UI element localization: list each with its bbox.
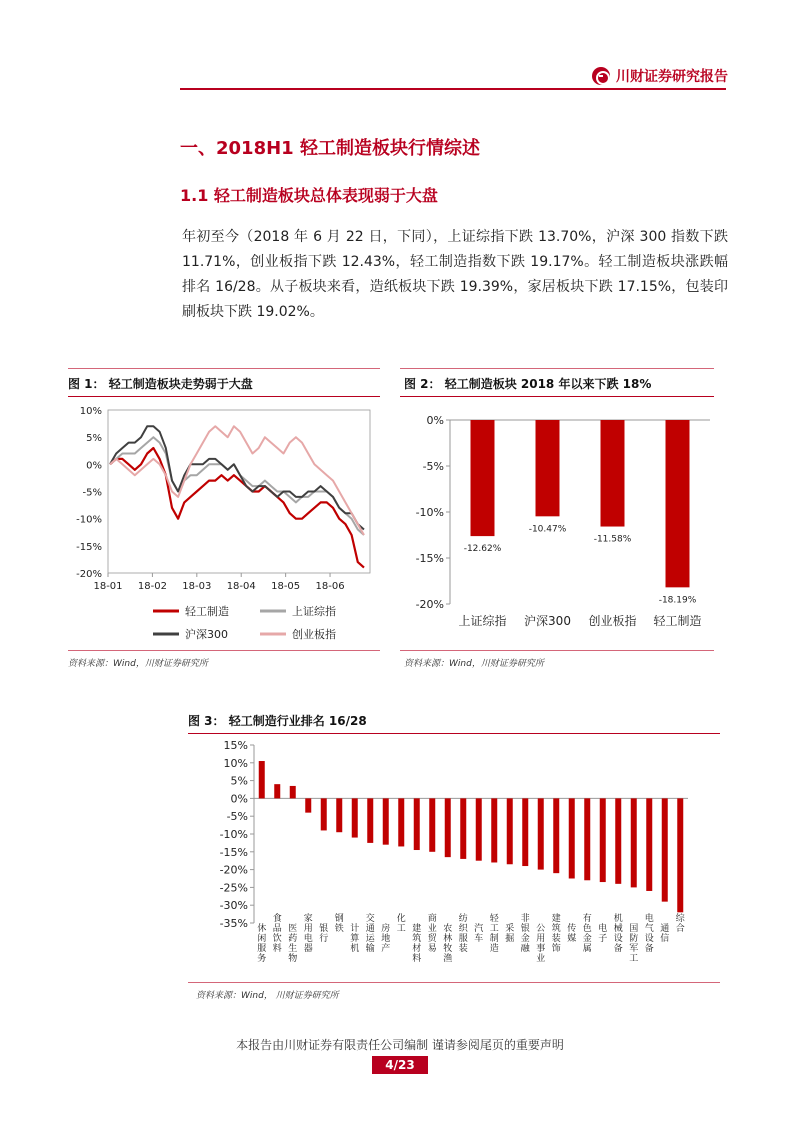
fig2-y-tick-label: -20%: [415, 598, 444, 611]
page-number: 4/23: [372, 1056, 428, 1074]
fig3-category-label: 建筑材料: [412, 924, 422, 964]
fig3-category-label: 汽车: [474, 924, 484, 944]
fig2-category-label: 创业板指: [588, 614, 637, 628]
fig1-x-tick-label: 18-04: [226, 581, 256, 592]
fig3-y-tick-label: -30%: [219, 899, 248, 913]
fig3-category-label: 综合: [675, 914, 685, 934]
fig3-bar: [460, 798, 466, 859]
fig3-bar: [476, 798, 482, 860]
fig2-title: 图 2： 轻工制造板块 2018 年以来下跌 18%: [404, 377, 652, 391]
fig3-bar: [305, 798, 311, 812]
fig3-category-label: 电子: [598, 924, 608, 944]
brand-logo-icon: [592, 67, 610, 85]
fig3-bar: [336, 798, 342, 832]
fig2-bar: [666, 420, 690, 587]
fig3-bar: [274, 784, 280, 798]
fig3-category-label: 化工: [396, 914, 406, 934]
fig1-x-tick-label: 18-01: [93, 581, 123, 592]
fig3-category-label: 房地产: [381, 924, 391, 954]
fig2-category-label: 上证综指: [458, 614, 507, 628]
fig2-category-label: 沪深300: [524, 614, 571, 628]
fig3-category-label: 纺织服装: [458, 914, 468, 954]
fig3-bar: [507, 798, 513, 864]
fig3-category-label: 采掘: [505, 924, 515, 944]
fig1-y-tick-label: -10%: [76, 514, 102, 526]
fig1-top-rule: [68, 368, 380, 369]
fig3-bar: [367, 798, 373, 843]
fig3-bar: [569, 798, 575, 878]
fig3-bar: [646, 798, 652, 891]
fig1-legend-label: 沪深300: [185, 628, 228, 641]
fig3-category-label: 商业贸易: [427, 914, 437, 954]
fig3-title: 图 3： 轻工制造行业排名 16/28: [188, 714, 367, 728]
fig3-bar: [491, 798, 497, 862]
fig1-source: 资料来源：Wind，川财证券研究所: [68, 659, 208, 669]
fig1-legend-label: 轻工制造: [185, 605, 229, 618]
fig2-data-label: -12.62%: [463, 544, 502, 555]
fig3-bar: [553, 798, 559, 873]
fig3-category-label: 公用事业: [536, 924, 546, 964]
fig1-y-tick-label: -5%: [82, 487, 102, 499]
fig3-bar-chart: [188, 735, 720, 981]
fig1-x-tick-label: 18-02: [137, 581, 167, 592]
fig3-y-tick-label: 10%: [223, 756, 248, 770]
fig1-y-tick-label: -15%: [76, 541, 102, 553]
section-title: 一、2018H1 轻工制造板块行情综述: [180, 138, 480, 159]
fig3-category-label: 休闲服务: [257, 924, 267, 964]
fig1-bottom-rule: [68, 650, 380, 651]
fig2-y-tick-label: -15%: [415, 552, 444, 565]
fig3-category-label: 传媒: [567, 924, 577, 944]
fig1-legend-label: 上证综指: [292, 605, 336, 618]
fig2-bar: [601, 420, 625, 527]
fig3-y-tick-label: -5%: [226, 810, 248, 824]
header-rule: [180, 88, 726, 90]
fig2-data-label: -11.58%: [593, 534, 632, 545]
fig3-category-label: 交通运输: [365, 914, 375, 954]
fig3-bar: [259, 761, 265, 798]
fig3-bar: [615, 798, 621, 883]
fig3-bar: [677, 798, 683, 912]
fig3-source: 资料来源：Wind， 川财证券研究所: [196, 991, 339, 1001]
fig2-y-tick-label: -5%: [422, 460, 444, 473]
fig3-y-tick-label: -35%: [219, 917, 248, 930]
fig2-data-label: -10.47%: [528, 524, 567, 535]
fig3-y-tick-label: 15%: [223, 739, 248, 752]
fig2-data-label: -18.19%: [658, 595, 697, 606]
fig3-category-label: 机械设备: [613, 914, 623, 954]
fig3-bar: [414, 798, 420, 850]
fig3-bar: [662, 798, 668, 901]
fig3-category-label: 电气设备: [644, 914, 654, 954]
fig3-category-label: 有色金属: [582, 914, 592, 954]
fig3-category-label: 食品饮料: [272, 914, 282, 954]
fig1-plot-frame: [108, 410, 370, 573]
fig3-y-tick-label: -25%: [219, 881, 248, 895]
fig2-category-label: 轻工制造: [653, 614, 702, 628]
fig3-y-tick-label: -20%: [219, 863, 248, 877]
footer-disclaimer: 本报告由川财证券有限责任公司编制 谨请参阅尾页的重要声明: [236, 1038, 564, 1052]
fig3-y-tick-label: 5%: [230, 774, 248, 788]
fig3-category-label: 银行: [319, 924, 329, 944]
fig1-x-tick-label: 18-03: [182, 581, 212, 592]
brand-name: 川财证券研究报告: [616, 69, 728, 85]
fig3-category-label: 医药生物: [288, 924, 298, 964]
fig2-title-rule: [400, 396, 714, 397]
fig2-bar: [536, 420, 560, 516]
fig1-y-tick-label: -20%: [76, 569, 102, 580]
fig1-series-line-0: [110, 448, 364, 568]
fig2-bottom-rule: [400, 650, 714, 651]
fig2-source: 资料来源：Wind，川财证券研究所: [404, 659, 544, 669]
fig1-title: 图 1： 轻工制造板块走势弱于大盘: [68, 377, 253, 391]
fig3-bar: [352, 798, 358, 837]
fig1-y-tick-label: 0%: [86, 460, 102, 472]
subsection-title: 1.1 轻工制造板块总体表现弱于大盘: [180, 186, 438, 205]
fig3-category-label: 轻工制造: [489, 914, 499, 954]
fig3-category-label: 通信: [660, 924, 670, 944]
fig3-bottom-rule: [188, 982, 720, 983]
fig2-y-tick-label: 0%: [426, 414, 444, 427]
fig3-bar: [398, 798, 404, 846]
fig3-bar: [631, 798, 637, 887]
fig3-bar: [445, 798, 451, 857]
fig2-bar-chart: [400, 398, 714, 648]
fig3-category-label: 农林牧渔: [443, 924, 453, 964]
fig1-y-tick-label: 10%: [79, 406, 102, 417]
fig2-y-tick-label: -10%: [415, 506, 444, 519]
fig3-y-tick-label: 0%: [230, 792, 248, 806]
fig3-category-label: 建筑装饰: [551, 914, 561, 954]
brand-header: [592, 66, 728, 86]
body-paragraph: 年初至今（2018 年 6 月 22 日，下同），上证综指下跌 13.70%，沪深 300 指数下跌 11.71%，创业板指下跌 12.43%，轻工制造指数下跌 19.17%。轻工制造板块涨跌幅排名 16/28。从子板块来看，造纸板块下跌 19.39%，家居板块下跌 17.15%，包装印刷板块下跌 19.02%。: [182, 229, 728, 320]
fig3-category-label: 钢铁: [334, 914, 344, 934]
fig3-title-rule: [188, 733, 720, 734]
fig3-y-tick-label: -10%: [219, 828, 248, 841]
fig2-bar: [471, 420, 495, 536]
fig1-x-tick-label: 18-06: [315, 581, 345, 592]
fig3-bar: [290, 786, 296, 798]
fig1-line-chart: [68, 398, 380, 648]
fig3-bar: [321, 798, 327, 830]
fig3-bar: [584, 798, 590, 880]
fig2-top-rule: [400, 368, 714, 369]
fig1-title-rule: [68, 396, 380, 397]
fig3-category-label: 非银金融: [520, 914, 530, 954]
fig3-category-label: 家用电器: [303, 914, 313, 954]
fig3-bar: [600, 798, 606, 882]
fig3-bar: [383, 798, 389, 844]
fig3-y-tick-label: -15%: [219, 845, 248, 859]
fig3-bar: [429, 798, 435, 851]
fig3-bar: [522, 798, 528, 866]
fig1-x-tick-label: 18-05: [271, 581, 301, 592]
fig3-category-label: 计算机: [350, 924, 360, 954]
fig1-legend-label: 创业板指: [292, 628, 336, 641]
fig1-y-tick-label: 5%: [86, 433, 102, 445]
fig3-bar: [538, 798, 544, 869]
fig3-category-label: 国防军工: [629, 924, 639, 964]
